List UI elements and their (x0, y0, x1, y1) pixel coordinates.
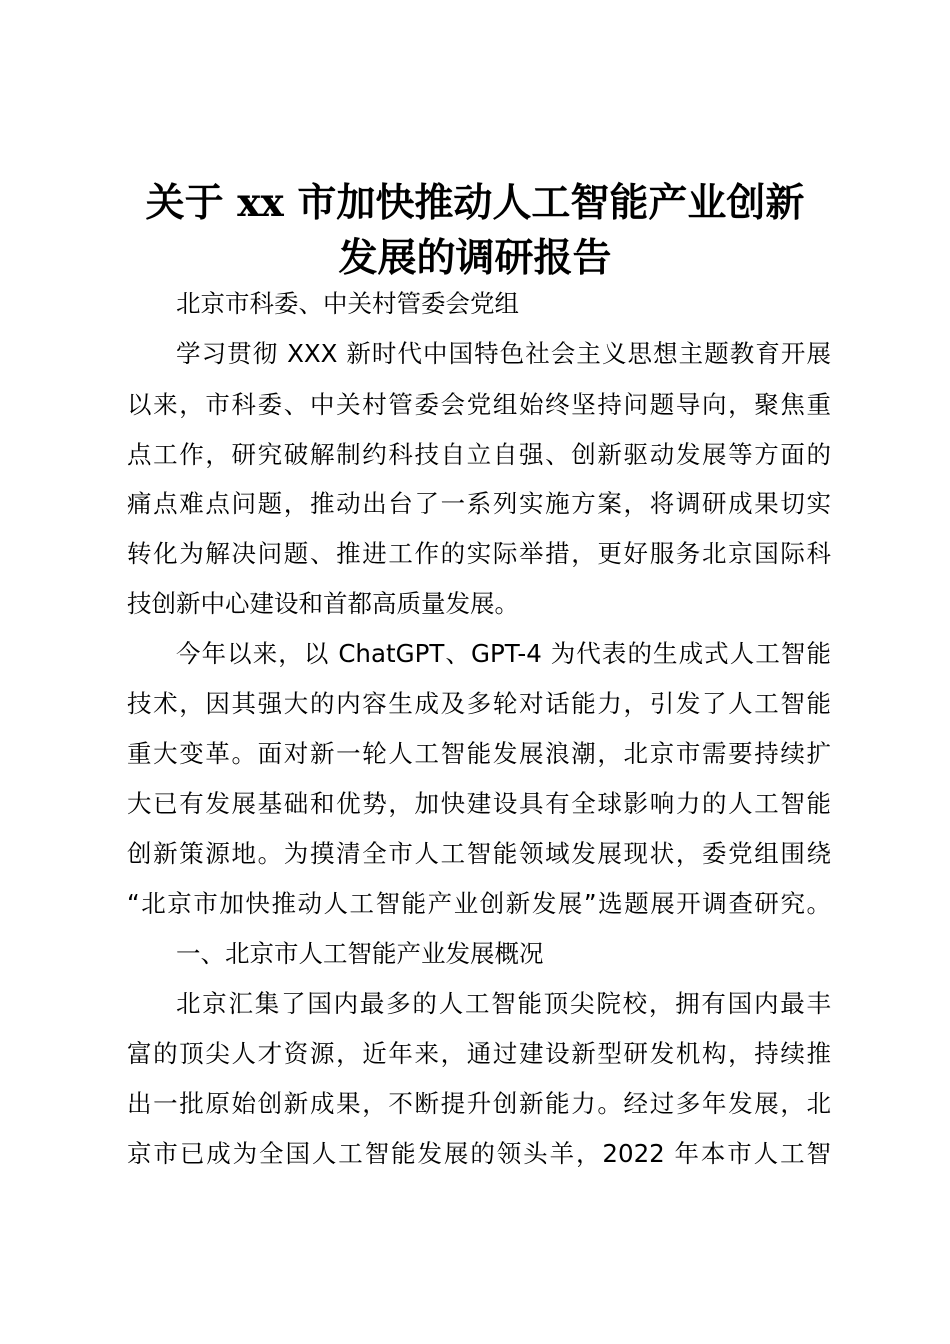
paragraph-2-line-4: 大已有发展基础和优势，加快建设具有全球影响力的人工智能 (127, 789, 831, 818)
paragraph-1-line-2: 以来，市科委、中关村管委会党组始终坚持问题导向，聚焦重 (127, 390, 831, 419)
paragraph-3-line-4: 京市已成为全国人工智能发展的领头羊，2022 年本市人工智 (127, 1139, 831, 1168)
paragraph-2-line-5: 创新策源地。为摸清全市人工智能领域发展现状，委党组围绕 (127, 839, 831, 868)
paragraph-3-line-2: 富的顶尖人才资源，近年来，通过建设新型研发机构，持续推 (127, 1039, 831, 1068)
paragraph-1-line-1: 学习贯彻 XXX 新时代中国特色社会主义思想主题教育开展 (176, 339, 831, 368)
title-line-1: 关于 xx 市加快推动人工智能产业创新 (145, 180, 805, 226)
title-line-2: 发展的调研报告 (338, 235, 612, 281)
paragraph-1-line-4: 痛点难点问题，推动出台了一系列实施方案，将调研成果切实 (127, 489, 831, 518)
paragraph-2-line-2: 技术，因其强大的内容生成及多轮对话能力，引发了人工智能 (127, 689, 831, 718)
section-heading: 一、北京市人工智能产业发展概况 (176, 939, 544, 968)
paragraph-2-line-3: 重大变革。面对新一轮人工智能发展浪潮，北京市需要持续扩 (127, 739, 831, 768)
paragraph-2-line-1: 今年以来，以 ChatGPT、GPT-4 为代表的生成式人工智能 (176, 639, 831, 668)
author-line: 北京市科委、中关村管委会党组 (176, 289, 519, 318)
paragraph-3-line-3: 出一批原始创新成果，不断提升创新能力。经过多年发展，北 (127, 1089, 831, 1118)
paragraph-2-line-6: “北京市加快推动人工智能产业创新发展”选题展开调查研究。 (127, 889, 831, 918)
paragraph-1-line-6: 技创新中心建设和首都高质量发展。 (127, 589, 519, 618)
document-title (120, 176, 830, 286)
paragraph-3-line-1: 北京汇集了国内最多的人工智能顶尖院校，拥有国内最丰 (176, 989, 831, 1018)
paragraph-1-line-3: 点工作，研究破解制约科技自立自强、创新驱动发展等方面的 (127, 440, 831, 469)
paragraph-1-line-5: 转化为解决问题、推进工作的实际举措，更好服务北京国际科 (127, 539, 831, 568)
